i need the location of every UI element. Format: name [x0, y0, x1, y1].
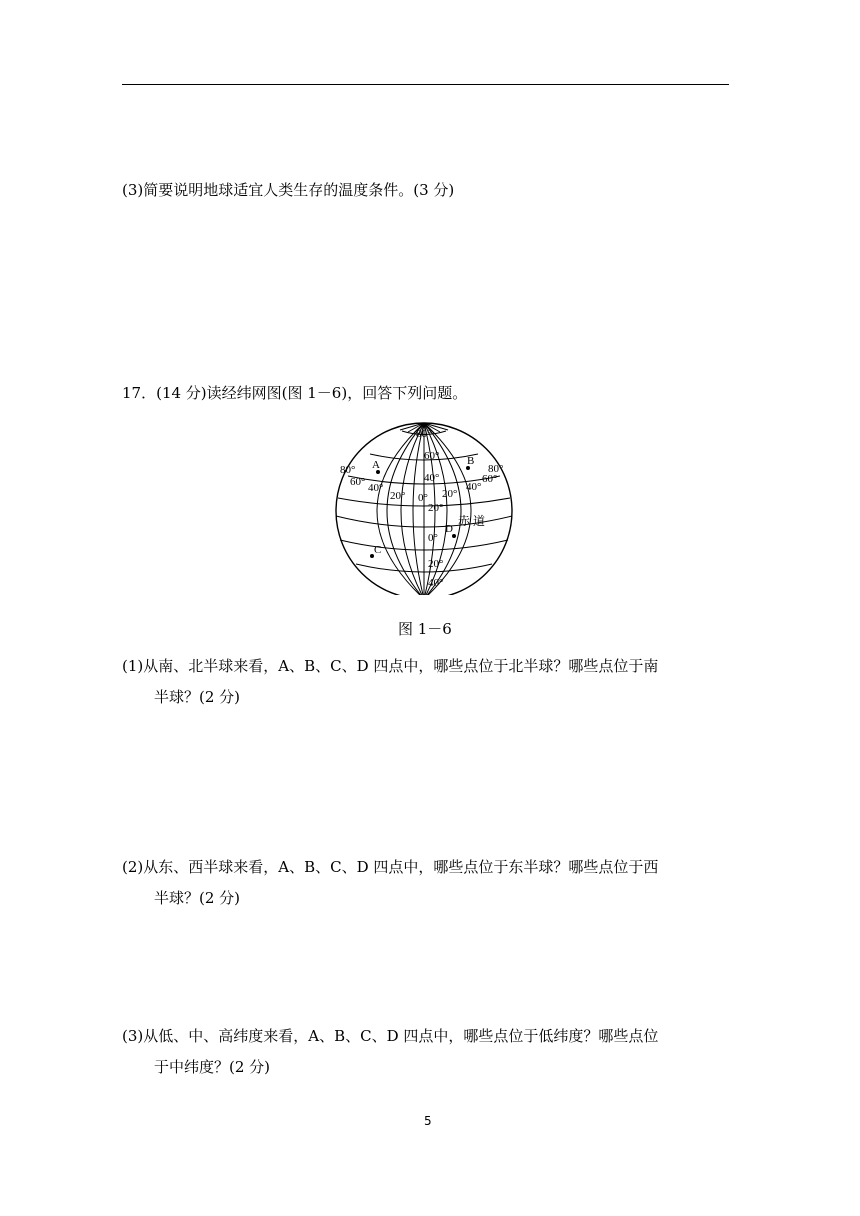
q17-sub3-line1: (3)从低、中、高纬度来看，A、B、C、D 四点中，哪些点位于低纬度？哪些点位	[122, 1027, 659, 1045]
lon-label-e20: 20°	[442, 488, 458, 500]
header-rule	[122, 84, 729, 85]
point-d-label: D	[445, 523, 453, 535]
meridian-w20	[413, 423, 424, 595]
lon-label-w80: 80°	[340, 464, 356, 476]
lat-label-s20: 20°	[428, 558, 444, 570]
lon-label-w40: 40°	[368, 482, 384, 494]
lat-label-0: 0°	[428, 532, 438, 544]
lat-label-40: 40°	[424, 472, 440, 484]
q17-stem: 17．(14 分)读经纬网图(图 1－6)，回答下列问题。	[122, 384, 468, 402]
lon-label-e80: 80°	[488, 463, 504, 475]
lon-label-w60: 60°	[350, 476, 366, 488]
lat-label-s40: 40°	[428, 577, 444, 589]
lat-label-20: 20°	[428, 502, 444, 514]
lon-label-e40: 40°	[466, 481, 482, 493]
lon-label-0: 0°	[418, 492, 428, 504]
page-number: 5	[424, 1114, 432, 1128]
graticule-globe-figure	[330, 410, 520, 595]
point-c-label: C	[374, 544, 382, 556]
q16-part3-text: (3)简要说明地球适宜人类生存的温度条件。(3 分)	[122, 181, 455, 199]
lat-label-80: 80°	[416, 428, 432, 440]
lon-label-w20: 20°	[390, 490, 406, 502]
q17-sub1-line1: (1)从南、北半球来看，A、B、C、D 四点中，哪些点位于北半球？哪些点位于南	[122, 657, 659, 675]
lat-label-60: 60°	[424, 450, 440, 462]
q17-sub2-line2: 半球？(2 分)	[154, 889, 241, 907]
q17-sub1-line2: 半球？(2 分)	[154, 688, 241, 706]
lon-label-e60: 60°	[482, 473, 498, 485]
q17-sub2-line1: (2)从东、西半球来看，A、B、C、D 四点中，哪些点位于东半球？哪些点位于西	[122, 858, 659, 876]
figure-caption: 图 1－6	[398, 620, 452, 638]
equator-label: 赤 道	[458, 514, 486, 528]
point-a-label: A	[372, 459, 380, 471]
q17-sub3-line2: 于中纬度？(2 分)	[154, 1058, 271, 1076]
point-b-label: B	[467, 455, 475, 467]
meridian-w40	[401, 423, 424, 595]
